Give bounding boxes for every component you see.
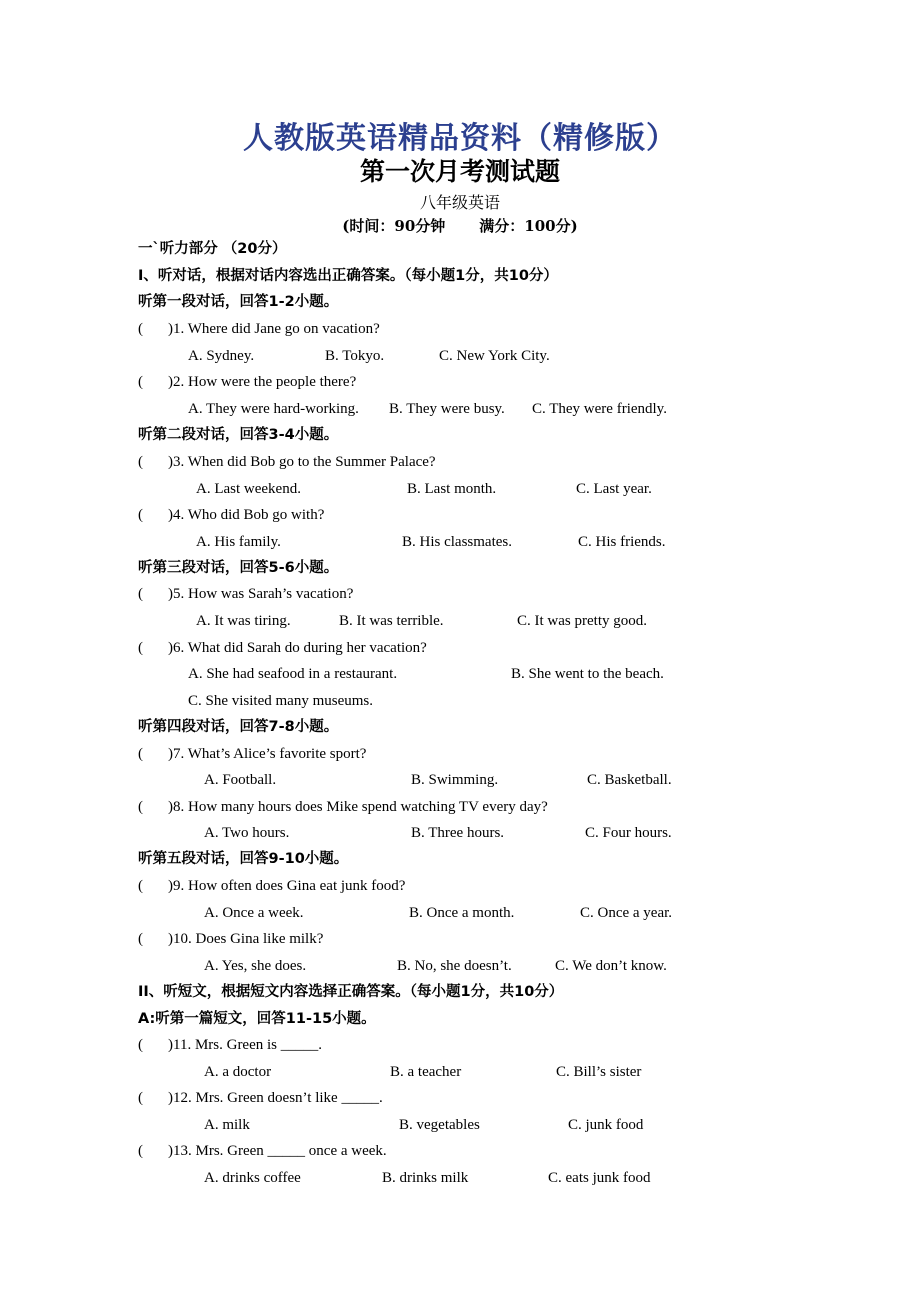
question-text: )4. Who did Bob go with? xyxy=(168,507,325,523)
question-4 xyxy=(138,505,324,525)
dialogue4-heading: 听第四段对话，回答7-8小题。 xyxy=(138,719,339,735)
option-a: A. milk xyxy=(204,1117,250,1133)
option-c: C. His friends. xyxy=(578,534,666,550)
time-score-line xyxy=(0,215,920,236)
option-a: A. Sydney. xyxy=(188,348,255,364)
option-b: B. Three hours. xyxy=(411,825,505,841)
option-c: C. New York City. xyxy=(439,348,550,364)
question-text: )13. Mrs. Green _____ once a week. xyxy=(168,1143,387,1159)
answer-paren: ( xyxy=(138,374,143,390)
answer-paren: ( xyxy=(138,321,143,337)
question-text: )8. How many hours does Mike spend watching TV every day? xyxy=(168,799,548,815)
option-b: B. It was terrible. xyxy=(339,613,444,629)
option-b: B. a teacher xyxy=(390,1064,462,1080)
option-b: B. Once a month. xyxy=(409,905,515,921)
question-6 xyxy=(138,638,427,658)
option-c: C. Once a year. xyxy=(580,905,673,921)
question-text: )1. Where did Jane go on vacation? xyxy=(168,321,380,337)
question-10 xyxy=(138,929,323,949)
question-5 xyxy=(138,584,353,604)
answer-paren: ( xyxy=(138,507,143,523)
time-limit: (时间：90分钟 xyxy=(342,217,446,235)
question-text: )10. Does Gina like milk? xyxy=(168,931,324,947)
question-text: )9. How often does Gina eat junk food? xyxy=(168,878,406,894)
option-a: A. drinks coffee xyxy=(204,1170,301,1186)
question-text: )3. When did Bob go to the Summer Palace? xyxy=(168,454,436,470)
section2-heading: II、听短文，根据短文内容选择正确答案。（每小题1分，共10分） xyxy=(138,984,564,1000)
question-text: )2. How were the people there? xyxy=(168,374,357,390)
option-c: C. It was pretty good. xyxy=(517,613,647,629)
question-text: )5. How was Sarah’s vacation? xyxy=(168,586,354,602)
question-text: )6. What did Sarah do during her vacation? xyxy=(168,640,427,656)
question-9 xyxy=(138,876,405,896)
answer-paren: ( xyxy=(138,931,143,947)
option-b: B. She went to the beach. xyxy=(511,666,664,682)
option-b: B. His classmates. xyxy=(402,534,512,550)
option-a: A. She had seafood in a restaurant. xyxy=(188,666,398,682)
option-a: A. a doctor xyxy=(204,1064,272,1080)
brand-title: 人教版英语精品资料（精修版） xyxy=(243,121,677,156)
question-11 xyxy=(138,1035,322,1055)
question-1 xyxy=(138,319,380,339)
question-3 xyxy=(138,452,436,472)
option-b: B. vegetables xyxy=(399,1117,480,1133)
option-c: C. Basketball. xyxy=(587,772,672,788)
option-a: A. Once a week. xyxy=(204,905,304,921)
option-a: A. Yes, she does. xyxy=(204,958,307,974)
answer-paren: ( xyxy=(138,1143,143,1159)
answer-paren: ( xyxy=(138,746,143,762)
option-b: B. No, she doesn’t. xyxy=(397,958,512,974)
answer-paren: ( xyxy=(138,878,143,894)
dialogue5-heading: 听第五段对话，回答9-10小题。 xyxy=(138,851,349,867)
option-a: A. His family. xyxy=(196,534,281,550)
question-7 xyxy=(138,744,366,764)
option-a: A. They were hard-working. xyxy=(188,401,359,417)
option-a: A. It was tiring. xyxy=(196,613,291,629)
answer-paren: ( xyxy=(138,1090,143,1106)
option-c: C. Four hours. xyxy=(585,825,672,841)
question-text: )7. What’s Alice’s favorite sport? xyxy=(168,746,367,762)
option-a: A. Two hours. xyxy=(204,825,290,841)
option-b: B. Tokyo. xyxy=(325,348,385,364)
question-text: )12. Mrs. Green doesn’t like _____. xyxy=(168,1090,383,1106)
option-c: C. She visited many museums. xyxy=(188,693,373,709)
answer-paren: ( xyxy=(138,640,143,656)
option-c: C. junk food xyxy=(568,1117,644,1133)
option-b: B. They were busy. xyxy=(389,401,505,417)
option-c: C. Bill’s sister xyxy=(556,1064,642,1080)
option-c: C. Last year. xyxy=(576,481,652,497)
page-title: 第一次月考测试题 xyxy=(359,157,560,186)
passage-a-heading: A:听第一篇短文，回答11-15小题。 xyxy=(138,1011,376,1027)
question-8 xyxy=(138,797,548,817)
question-12 xyxy=(138,1088,383,1108)
dialogue1-heading: 听第一段对话，回答1-2小题。 xyxy=(138,294,339,310)
full-score: 满分：100分) xyxy=(479,217,578,235)
section1-heading: I、听对话，根据对话内容选出正确答案。（每小题1分，共10分） xyxy=(138,268,558,284)
dialogue3-heading: 听第三段对话，回答5-6小题。 xyxy=(138,560,339,576)
option-b: B. Swimming. xyxy=(411,772,499,788)
option-b: B. Last month. xyxy=(407,481,497,497)
option-c: C. We don’t know. xyxy=(555,958,667,974)
answer-paren: ( xyxy=(138,1037,143,1053)
subtitle: 八年级英语 xyxy=(419,193,500,212)
option-b: B. drinks milk xyxy=(382,1170,469,1186)
option-c: C. eats junk food xyxy=(548,1170,651,1186)
answer-paren: ( xyxy=(138,799,143,815)
question-13 xyxy=(138,1141,387,1161)
option-c: C. They were friendly. xyxy=(532,401,667,417)
dialogue2-heading: 听第二段对话，回答3-4小题。 xyxy=(138,427,339,443)
option-a: A. Last weekend. xyxy=(196,481,301,497)
answer-paren: ( xyxy=(138,454,143,470)
part1-heading: 一`听力部分 （20分） xyxy=(138,241,287,257)
question-text: )11. Mrs. Green is _____. xyxy=(168,1037,323,1053)
question-2 xyxy=(138,372,356,392)
option-a: A. Football. xyxy=(204,772,277,788)
answer-paren: ( xyxy=(138,586,143,602)
